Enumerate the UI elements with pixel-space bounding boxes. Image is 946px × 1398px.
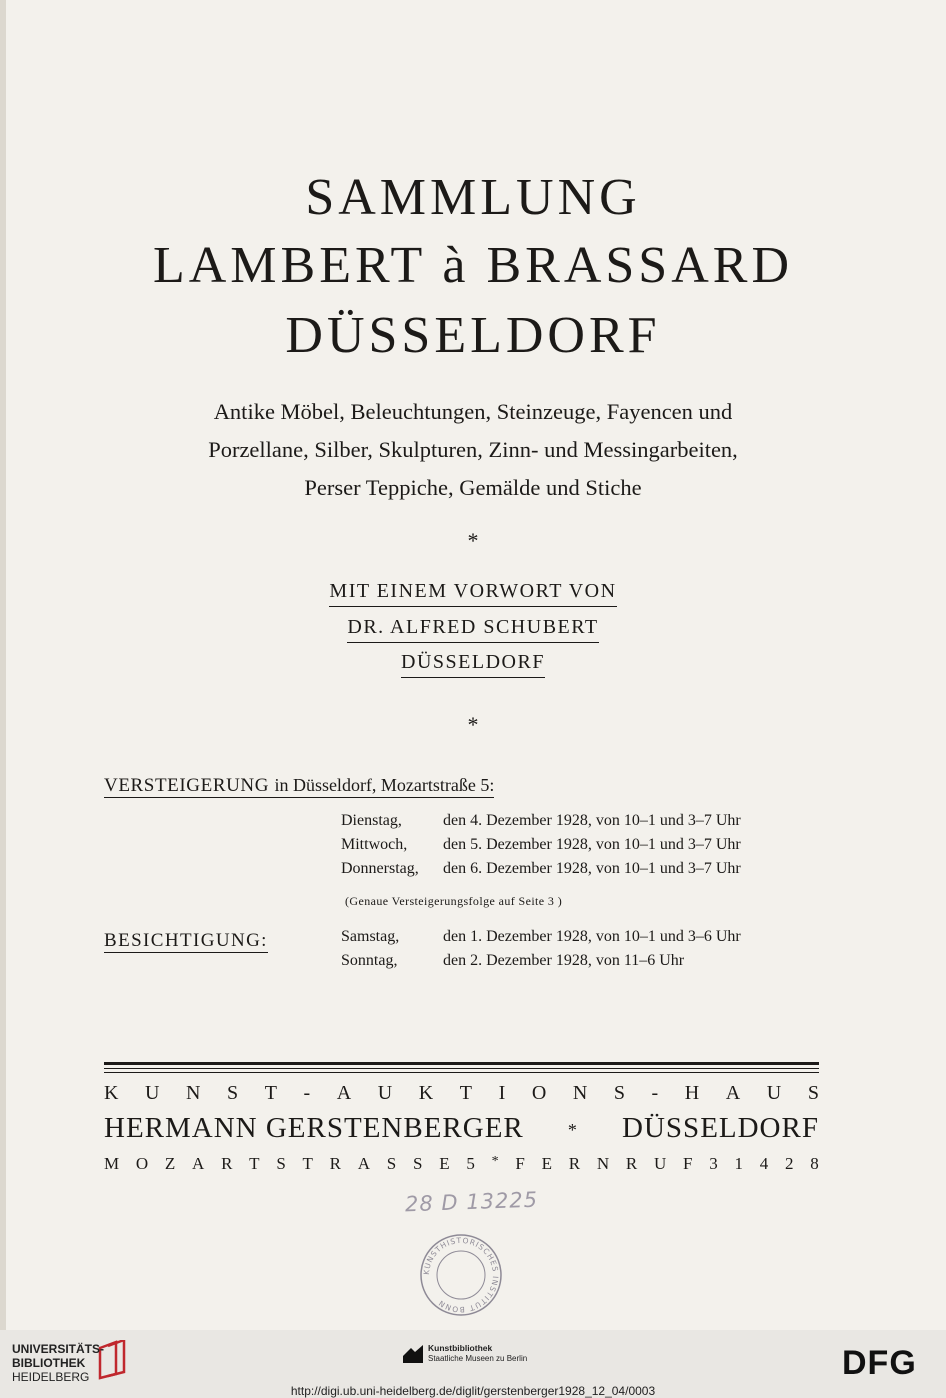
spaced-letter: K	[418, 1082, 434, 1104]
kunstbibliothek-logo[interactable]	[428, 1343, 527, 1364]
spaced-letter: 3	[709, 1154, 718, 1173]
spaced-letter: U	[377, 1082, 393, 1104]
spaced-letter: E	[439, 1154, 450, 1173]
date-detail: den 6. Dezember 1928, von 10–1 und 3–7 Uhr	[443, 860, 741, 877]
firm-name: HERMANN GERSTENBERGER	[104, 1112, 524, 1144]
spaced-letter: 5	[466, 1154, 475, 1173]
spaced-letter: S	[807, 1082, 819, 1104]
subtitle-line-3: Perser Teppiche, Gemälde und Stiche	[304, 475, 642, 500]
date-day: Donnerstag,	[341, 860, 419, 877]
title-line-1: SAMMLUNG	[305, 169, 641, 226]
date-detail: den 2. Dezember 1928, von 11–6 Uhr	[443, 952, 685, 969]
spaced-letter: T	[264, 1082, 277, 1104]
library-stamp	[418, 1232, 504, 1318]
kunst-auktions-haus	[104, 1082, 819, 1105]
spaced-letter: T	[249, 1154, 260, 1173]
kb-line-1: Kunstbibliothek	[428, 1343, 493, 1353]
spaced-letter: S	[613, 1082, 625, 1104]
call-number: 28 D 13225	[404, 1187, 539, 1217]
versteigerung-label: VERSTEIGERUNG	[104, 775, 270, 796]
vorwort-line-2: DR. ALFRED SCHUBERT	[347, 612, 598, 643]
spaced-letter: U	[653, 1154, 667, 1173]
spaced-letter: S	[386, 1154, 397, 1173]
spaced-letter: R	[568, 1154, 581, 1173]
spaced-letter: 1	[734, 1154, 743, 1173]
spaced-letter: 8	[810, 1154, 819, 1173]
spaced-letter: F	[682, 1154, 693, 1173]
spaced-letter: U	[145, 1082, 160, 1104]
address-line	[104, 1154, 819, 1174]
spaced-letter: R	[221, 1154, 233, 1173]
spaced-letter: U	[766, 1082, 782, 1104]
dfg-logo[interactable]: DFG	[842, 1344, 917, 1382]
title-line-2: LAMBERT à BRASSARD	[152, 237, 793, 294]
spaced-letter: N	[186, 1082, 201, 1104]
besichtigung-heading	[104, 930, 268, 952]
spaced-letter: Z	[164, 1154, 176, 1173]
spaced-letter: E	[541, 1154, 552, 1173]
spaced-letter: H	[684, 1082, 700, 1104]
firm-line	[104, 1112, 819, 1145]
spaced-letter: A	[725, 1082, 741, 1104]
versteigerung-note: (Genaue Versteigerungsfolge auf Seite 3 )	[345, 894, 563, 908]
kb-line-2: Staatliche Museen zu Berlin	[428, 1354, 528, 1363]
spaced-letter: O	[135, 1154, 149, 1173]
spaced-letter: R	[329, 1154, 342, 1173]
spaced-letter: -	[651, 1082, 659, 1104]
spaced-letter: T	[302, 1154, 313, 1173]
spaced-letter: 4	[759, 1154, 769, 1173]
spaced-letter: S	[227, 1082, 239, 1104]
rule-thin-2	[104, 1072, 819, 1073]
spaced-letter: 2	[784, 1154, 794, 1173]
library-line-1: UNIVERSITÄTS-	[12, 1342, 105, 1356]
versteigerung-place: in Düsseldorf, Mozartstraße 5:	[274, 775, 495, 795]
spaced-letter: A	[192, 1154, 205, 1173]
spaced-letter: *	[491, 1154, 499, 1169]
firm-city: DÜSSELDORF	[622, 1112, 819, 1144]
star-divider-1: *	[467, 528, 479, 553]
spaced-letter: R	[625, 1154, 638, 1173]
spaced-letter: O	[531, 1082, 547, 1104]
spaced-letter: T	[459, 1082, 473, 1104]
date-detail: den 4. Dezember 1928, von 10–1 und 3–7 Uhr	[443, 812, 741, 829]
versteigerung-heading	[104, 775, 494, 797]
spaced-letter: I	[498, 1082, 506, 1104]
spaced-letter: N	[596, 1154, 610, 1173]
page-url[interactable]: http://digi.ub.uni-heidelberg.de/diglit/gerstenberger1928_12_04/0003	[290, 1384, 656, 1398]
spaced-letter: F	[515, 1154, 525, 1173]
spaced-letter: -	[303, 1082, 311, 1104]
spaced-letter: S	[276, 1154, 286, 1173]
firm-separator: *	[567, 1120, 578, 1140]
vorwort-line-1: MIT EINEM VORWORT VON	[329, 576, 616, 607]
date-day: Dienstag,	[341, 812, 402, 829]
spaced-letter: A	[336, 1082, 352, 1104]
spaced-letter: N	[572, 1082, 588, 1104]
date-detail: den 1. Dezember 1928, von 10–1 und 3–6 Uhr	[443, 928, 741, 945]
date-detail: den 5. Dezember 1928, von 10–1 und 3–7 Uhr	[443, 836, 741, 853]
ub-heidelberg-logo[interactable]	[12, 1342, 104, 1384]
subtitle-line-1: Antike Möbel, Beleuchtungen, Steinzeuge, Fayencen und	[213, 399, 733, 424]
vorwort-line-3: DÜSSELDORF	[401, 647, 545, 678]
spaced-letter: S	[413, 1154, 423, 1173]
date-day: Sonntag,	[341, 952, 398, 969]
footer-bar	[0, 1330, 946, 1398]
rule-thick	[104, 1062, 819, 1065]
library-line-2: BIBLIOTHEK	[12, 1356, 86, 1370]
spaced-letter: M	[104, 1154, 120, 1173]
besichtigung-label: BESICHTIGUNG:	[104, 930, 268, 951]
spaced-letter: K	[104, 1082, 119, 1104]
svg-text:KUNSTHISTORISCHES INSTITUT BON	[422, 1236, 500, 1314]
library-line-3: HEIDELBERG	[12, 1370, 90, 1384]
date-day: Mittwoch,	[341, 836, 408, 853]
rule-thin-1	[104, 1068, 819, 1069]
title-line-3: DÜSSELDORF	[285, 307, 661, 364]
subtitle-line-2: Porzellane, Silber, Skulpturen, Zinn- und Messingarbeiten,	[208, 437, 738, 462]
stamp-text: KUNSTHISTORISCHES INSTITUT BONN	[421, 1235, 501, 1315]
spaced-letter: A	[357, 1154, 371, 1173]
star-divider-2: *	[467, 712, 479, 737]
kunstbibliothek-logo-icon	[402, 1344, 424, 1364]
date-day: Samstag,	[341, 928, 400, 945]
